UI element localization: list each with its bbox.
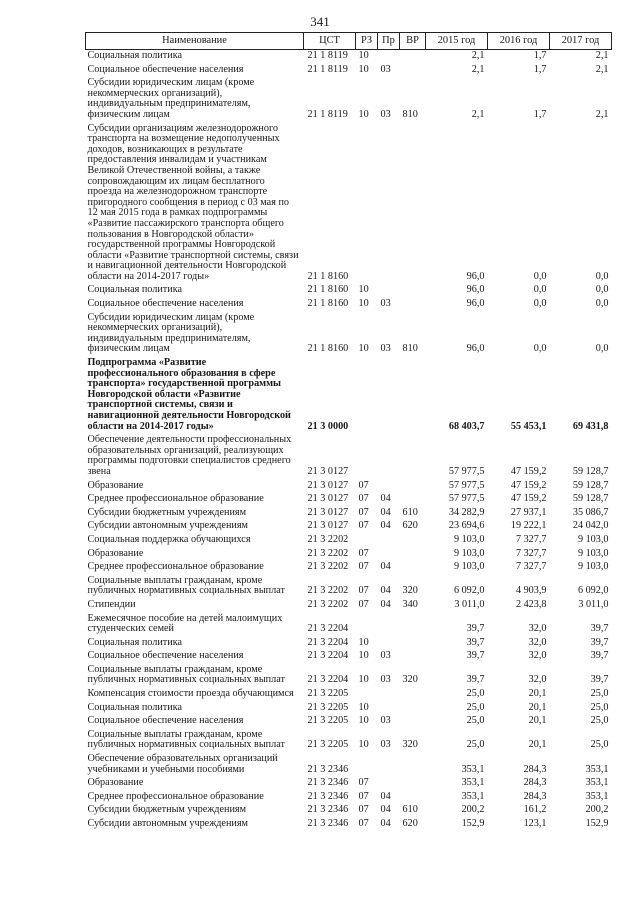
cell-2017: 25,0 <box>590 701 609 713</box>
table-row <box>86 561 612 575</box>
cell-vr <box>400 284 426 298</box>
header-pr: Пр <box>378 33 400 50</box>
cell-2015: 9 103,0 <box>453 561 485 573</box>
cell-cst: 21 3 2346 <box>307 790 349 802</box>
cell-2015: 152,9 <box>461 818 485 829</box>
cell-2017: 25,0 <box>590 739 609 751</box>
cell-2015: 2,1 <box>471 108 485 120</box>
table-row <box>86 312 612 357</box>
cell-vr <box>400 480 426 494</box>
cell-rz: 10 <box>358 715 369 727</box>
cell-2015: 3 011,0 <box>454 598 485 610</box>
cell-2016: 7 327,7 <box>515 547 547 559</box>
cell-vr <box>400 637 426 651</box>
cell-pr <box>378 637 400 651</box>
cell-2016: 32,0 <box>528 636 547 648</box>
cell-rz: 10 <box>358 108 369 120</box>
cell-2015: 57 977,5 <box>448 479 485 491</box>
cell-2015: 34 282,9 <box>448 506 485 518</box>
cell-2017: 0,0 <box>595 270 609 282</box>
cell-2015: 39,7 <box>466 674 485 686</box>
table-row <box>86 613 612 637</box>
header-2015: 2015 год <box>426 33 488 50</box>
cell-cst: 21 3 0127 <box>307 479 349 491</box>
table-body <box>86 50 612 832</box>
cell-name: Социальная политика <box>87 701 183 713</box>
cell-cst: 21 3 2204 <box>307 636 349 648</box>
cell-vr <box>400 298 426 312</box>
cell-pr <box>378 548 400 562</box>
cell-2016: 1,7 <box>533 50 547 61</box>
table-row <box>86 791 612 805</box>
cell-pr: 04 <box>380 493 391 505</box>
cell-pr: 04 <box>380 790 391 802</box>
cell-rz: 07 <box>358 598 369 610</box>
cell-pr: 04 <box>380 818 391 829</box>
cell-rz: 07 <box>358 479 369 491</box>
cell-2015: 6 092,0 <box>453 585 485 597</box>
cell-cst: 21 1 8160 <box>307 343 349 355</box>
cell-cst: 21 3 2202 <box>307 585 349 597</box>
cell-cst: 21 1 8119 <box>307 63 348 75</box>
cell-pr: 04 <box>380 598 391 610</box>
cell-2017: 6 092,0 <box>577 585 609 597</box>
cell-pr: 04 <box>380 506 391 518</box>
cell-2016: 32,0 <box>528 674 547 686</box>
table-row <box>86 715 612 729</box>
cell-pr: 04 <box>380 585 391 597</box>
cell-2016: 32,0 <box>528 623 547 635</box>
cell-name: Субсидии организациям железнодорожного транспорта на возмещение недополученных доходов, возникающих в результате предоставления инвалидам и участникам Великой Отечественной войны, а также сопровождающим их лицам бесплатного проезда на железнодорожном транспорте пригородного сообщения в период с 03 мая по 12 мая 2015 года в рамках подпрограммы «Развитие пассажирского транспорта общего пользования в Новгородской области» государственной программы Новгородской области «Развитие транспортной системы, связи и навигационной деятельности Новгородской области на 2014-2017 годы» <box>87 122 299 282</box>
table-row <box>86 729 612 753</box>
cell-2017: 39,7 <box>590 650 609 662</box>
cell-2016: 123,1 <box>523 818 547 829</box>
cell-vr: 340 <box>402 598 418 610</box>
cell-2017: 2,1 <box>595 63 609 75</box>
cell-2016: 284,3 <box>523 763 547 775</box>
cell-rz: 10 <box>358 701 369 713</box>
cell-vr: 620 <box>402 520 418 532</box>
cell-cst: 21 1 8160 <box>307 284 349 296</box>
cell-cst: 21 3 2205 <box>307 701 349 713</box>
cell-2017: 59 128,7 <box>572 465 609 477</box>
cell-2016: 47 159,2 <box>510 479 547 491</box>
cell-name: Среднее профессиональное образование <box>87 790 264 802</box>
cell-2015: 2,1 <box>471 50 485 61</box>
cell-2015: 96,0 <box>466 270 485 282</box>
cell-2015: 200,2 <box>461 804 485 816</box>
cell-2017: 0,0 <box>595 298 609 310</box>
header-name: Наименование <box>86 33 304 50</box>
cell-cst: 21 3 2204 <box>307 674 349 686</box>
cell-rz: 10 <box>358 63 369 75</box>
cell-rz <box>356 688 378 702</box>
cell-2017: 39,7 <box>590 623 609 635</box>
cell-rz: 07 <box>358 790 369 802</box>
cell-cst: 21 1 8160 <box>307 298 349 310</box>
cell-2017: 25,0 <box>590 688 609 700</box>
cell-rz <box>356 753 378 777</box>
cell-pr: 03 <box>380 715 391 727</box>
cell-2016: 0,0 <box>533 343 547 355</box>
cell-name: Подпрограмма «Развитие профессионального образования в сфере транспорта» государственной программы Новгородской области «Развитие транспортной системы, связи и навигационной деятельности Новгородской области на 2014-2017 годы» <box>87 357 291 432</box>
cell-cst: 21 3 2202 <box>307 533 349 545</box>
cell-rz <box>356 434 378 479</box>
cell-2016: 7 327,7 <box>515 561 547 573</box>
cell-cst: 21 3 2202 <box>307 561 349 573</box>
cell-name: Субсидии бюджетным учреждениям <box>87 804 247 816</box>
cell-cst: 21 3 0127 <box>307 465 349 477</box>
cell-2016: 1,7 <box>533 63 547 75</box>
cell-name: Образование <box>87 547 144 559</box>
cell-vr <box>400 702 426 716</box>
cell-rz: 07 <box>358 777 369 789</box>
table-row <box>86 650 612 664</box>
cell-vr: 320 <box>402 739 418 751</box>
cell-name: Социальная политика <box>87 50 183 61</box>
cell-cst: 21 1 8119 <box>307 50 348 61</box>
cell-2017: 2,1 <box>595 108 609 120</box>
cell-name: Среднее профессиональное образование <box>87 561 264 573</box>
table-row <box>86 534 612 548</box>
cell-name: Обеспечение деятельности профессиональных образовательных организаций, реализующих программы подготовки специалистов среднего звена <box>87 434 292 477</box>
cell-2017: 69 431,8 <box>572 420 609 432</box>
cell-2017: 59 128,7 <box>572 493 609 505</box>
cell-vr <box>400 791 426 805</box>
table-row <box>86 434 612 479</box>
cell-pr <box>378 357 400 434</box>
cell-vr <box>400 715 426 729</box>
cell-pr <box>378 613 400 637</box>
cell-2015: 25,0 <box>466 715 485 727</box>
cell-name: Социальное обеспечение населения <box>87 715 244 727</box>
cell-vr <box>400 561 426 575</box>
cell-2015: 23 694,6 <box>448 520 485 532</box>
cell-2017: 0,0 <box>595 343 609 355</box>
cell-2016: 19 222,1 <box>510 520 547 532</box>
cell-name: Субсидии автономным учреждениям <box>87 520 248 532</box>
cell-name: Социальные выплаты гражданам, кроме публичных нормативных социальных выплат <box>87 574 285 597</box>
header-rz: РЗ <box>356 33 378 50</box>
cell-2015: 353,1 <box>461 763 485 775</box>
cell-2015: 96,0 <box>466 343 485 355</box>
cell-pr <box>378 284 400 298</box>
cell-vr: 810 <box>402 108 418 120</box>
cell-2016: 0,0 <box>533 270 547 282</box>
cell-name: Компенсация стоимости проезда обучающимся <box>87 688 294 700</box>
cell-2015: 9 103,0 <box>453 547 485 559</box>
cell-rz: 10 <box>358 650 369 662</box>
cell-2016: 55 453,1 <box>510 420 547 432</box>
cell-2016: 27 937,1 <box>510 506 547 518</box>
cell-cst: 21 3 0127 <box>307 493 349 505</box>
cell-cst: 21 1 8119 <box>307 108 348 120</box>
cell-2015: 96,0 <box>466 284 485 296</box>
table-row <box>86 599 612 613</box>
cell-vr: 320 <box>402 674 418 686</box>
cell-pr <box>378 753 400 777</box>
cell-rz: 07 <box>358 561 369 573</box>
cell-vr <box>400 753 426 777</box>
cell-cst: 21 3 2346 <box>307 763 349 775</box>
table-row <box>86 753 612 777</box>
table-row <box>86 357 612 434</box>
cell-rz: 07 <box>358 804 369 816</box>
cell-rz <box>356 534 378 548</box>
cell-2015: 25,0 <box>466 739 485 751</box>
cell-vr <box>400 357 426 434</box>
header-2017: 2017 год <box>550 33 612 50</box>
cell-vr <box>400 493 426 507</box>
table-row <box>86 284 612 298</box>
table-header <box>86 33 612 50</box>
cell-2016: 161,2 <box>523 804 547 816</box>
cell-vr <box>400 123 426 285</box>
cell-name: Субсидии автономным учреждениям <box>87 818 248 829</box>
cell-vr: 320 <box>402 585 418 597</box>
cell-2015: 25,0 <box>466 688 485 700</box>
cell-2016: 2 423,8 <box>515 598 547 610</box>
cell-2016: 20,1 <box>528 701 547 713</box>
cell-2016: 7 327,7 <box>515 533 547 545</box>
cell-rz: 07 <box>358 585 369 597</box>
cell-cst: 21 3 0000 <box>307 420 349 432</box>
cell-rz <box>356 123 378 285</box>
cell-vr <box>400 50 426 64</box>
cell-name: Субсидии бюджетным учреждениям <box>87 506 247 518</box>
cell-pr: 03 <box>380 674 391 686</box>
cell-rz: 10 <box>358 674 369 686</box>
cell-cst: 21 3 2202 <box>307 547 349 559</box>
cell-cst: 21 3 2346 <box>307 777 349 789</box>
cell-name: Социальная поддержка обучающихся <box>87 533 251 545</box>
cell-rz: 07 <box>358 818 369 829</box>
table-row <box>86 480 612 494</box>
cell-cst: 21 3 0127 <box>307 520 349 532</box>
cell-cst: 21 3 2205 <box>307 715 349 727</box>
cell-cst: 21 3 2204 <box>307 623 349 635</box>
cell-2017: 9 103,0 <box>577 561 609 573</box>
cell-2015: 96,0 <box>466 298 485 310</box>
cell-2015: 39,7 <box>466 623 485 635</box>
cell-pr: 04 <box>380 804 391 816</box>
cell-2017: 25,0 <box>590 715 609 727</box>
cell-2016: 20,1 <box>528 688 547 700</box>
cell-2015: 25,0 <box>466 701 485 713</box>
table-row <box>86 507 612 521</box>
cell-2017: 9 103,0 <box>577 533 609 545</box>
cell-name: Стипендии <box>87 598 136 610</box>
cell-2017: 353,1 <box>585 790 609 802</box>
cell-vr: 610 <box>402 804 418 816</box>
cell-2015: 68 403,7 <box>448 420 485 432</box>
cell-pr: 03 <box>380 650 391 662</box>
cell-pr: 03 <box>380 108 391 120</box>
cell-2017: 35 086,7 <box>572 506 609 518</box>
page-number: 341 <box>310 14 330 29</box>
table-row <box>86 777 612 791</box>
table-row <box>86 548 612 562</box>
cell-name: Социальная политика <box>87 284 183 296</box>
cell-2016: 47 159,2 <box>510 465 547 477</box>
cell-rz: 10 <box>358 284 369 296</box>
cell-cst: 21 3 2202 <box>307 598 349 610</box>
cell-rz <box>356 613 378 637</box>
table-row <box>86 493 612 507</box>
table-row <box>86 702 612 716</box>
cell-2017: 39,7 <box>590 674 609 686</box>
budget-table <box>85 32 612 832</box>
cell-vr <box>400 650 426 664</box>
cell-pr <box>378 50 400 64</box>
cell-rz <box>356 357 378 434</box>
cell-cst: 21 3 2204 <box>307 650 349 662</box>
cell-name: Субсидии юридическим лицам (кроме некоммерческих организаций), индивидуальным предпринимателям, физическим лицам <box>87 77 255 120</box>
cell-2015: 9 103,0 <box>453 533 485 545</box>
cell-2016: 4 903,9 <box>515 585 547 597</box>
header-cst: ЦСТ <box>304 33 356 50</box>
cell-name: Среднее профессиональное образование <box>87 493 264 505</box>
cell-2015: 57 977,5 <box>448 493 485 505</box>
cell-name: Субсидии юридическим лицам (кроме некоммерческих организаций), индивидуальным предпринимателям, физическим лицам <box>87 311 255 355</box>
cell-rz: 07 <box>358 520 369 532</box>
cell-2017: 152,9 <box>585 818 609 829</box>
table-row <box>86 637 612 651</box>
cell-cst: 21 3 0127 <box>307 506 349 518</box>
cell-vr: 620 <box>402 818 418 829</box>
cell-pr <box>378 534 400 548</box>
cell-rz: 10 <box>358 298 369 310</box>
cell-2016: 0,0 <box>533 284 547 296</box>
table-row <box>86 298 612 312</box>
cell-pr: 03 <box>380 63 391 75</box>
cell-rz: 10 <box>358 739 369 751</box>
cell-pr: 03 <box>380 343 391 355</box>
cell-rz: 10 <box>358 343 369 355</box>
cell-pr <box>378 123 400 285</box>
cell-2017: 59 128,7 <box>572 479 609 491</box>
cell-name: Социальная политика <box>87 636 183 648</box>
cell-2015: 2,1 <box>471 63 485 75</box>
cell-2016: 20,1 <box>528 739 547 751</box>
cell-vr: 810 <box>402 343 418 355</box>
table-row <box>86 664 612 688</box>
cell-2016: 47 159,2 <box>510 493 547 505</box>
cell-rz: 07 <box>358 547 369 559</box>
cell-2016: 284,3 <box>523 790 547 802</box>
cell-rz: 10 <box>358 50 369 61</box>
cell-name: Образование <box>87 479 144 491</box>
cell-pr <box>378 434 400 479</box>
cell-vr <box>400 613 426 637</box>
table-row <box>86 64 612 78</box>
cell-rz: 10 <box>358 636 369 648</box>
cell-name: Обеспечение образовательных организаций учебниками и учебными пособиями <box>87 753 278 775</box>
header-vr: ВР <box>400 33 426 50</box>
cell-vr <box>400 534 426 548</box>
header-2016: 2016 год <box>488 33 550 50</box>
cell-vr <box>400 688 426 702</box>
cell-2015: 39,7 <box>466 636 485 648</box>
cell-vr: 610 <box>402 506 418 518</box>
cell-cst: 21 1 8160 <box>307 270 349 282</box>
table-row <box>86 688 612 702</box>
table-row <box>86 77 612 122</box>
cell-2017: 9 103,0 <box>577 547 609 559</box>
cell-2015: 57 977,5 <box>448 465 485 477</box>
cell-2016: 32,0 <box>528 650 547 662</box>
cell-rz: 07 <box>358 493 369 505</box>
cell-rz: 07 <box>358 506 369 518</box>
cell-2015: 353,1 <box>461 790 485 802</box>
cell-2017: 3 011,0 <box>578 598 609 610</box>
cell-2015: 39,7 <box>466 650 485 662</box>
cell-pr: 03 <box>380 739 391 751</box>
cell-2017: 353,1 <box>585 777 609 789</box>
cell-2017: 39,7 <box>590 636 609 648</box>
cell-name: Социальное обеспечение населения <box>87 298 244 310</box>
cell-2017: 2,1 <box>595 50 609 61</box>
cell-name: Социальное обеспечение населения <box>87 650 244 662</box>
cell-name: Образование <box>87 777 144 789</box>
table-row <box>86 123 612 285</box>
cell-2017: 0,0 <box>595 284 609 296</box>
cell-2017: 24 042,0 <box>572 520 609 532</box>
cell-vr <box>400 434 426 479</box>
cell-name: Социальные выплаты гражданам, кроме публичных нормативных социальных выплат <box>87 663 285 686</box>
cell-2015: 353,1 <box>461 777 485 789</box>
cell-vr <box>400 64 426 78</box>
cell-pr <box>378 480 400 494</box>
cell-pr <box>378 688 400 702</box>
cell-2017: 353,1 <box>585 763 609 775</box>
cell-cst: 21 3 2346 <box>307 818 349 829</box>
table-row <box>86 520 612 534</box>
cell-2016: 1,7 <box>533 108 547 120</box>
cell-name: Социальные выплаты гражданам, кроме публичных нормативных социальных выплат <box>87 728 285 751</box>
cell-pr <box>378 702 400 716</box>
table-row <box>86 804 612 818</box>
cell-vr <box>400 777 426 791</box>
cell-pr: 04 <box>380 520 391 532</box>
cell-pr: 03 <box>380 298 391 310</box>
cell-cst: 21 3 2346 <box>307 804 349 816</box>
cell-2016: 284,3 <box>523 777 547 789</box>
cell-name: Социальное обеспечение населения <box>87 63 244 75</box>
table-row <box>86 575 612 599</box>
table-row <box>86 818 612 832</box>
cell-2016: 0,0 <box>533 298 547 310</box>
cell-2017: 200,2 <box>585 804 609 816</box>
cell-cst: 21 3 2205 <box>307 739 349 751</box>
cell-pr: 04 <box>380 561 391 573</box>
cell-name: Ежемесячное пособие на детей малоимущих студенческих семей <box>87 612 283 635</box>
cell-vr <box>400 548 426 562</box>
cell-pr <box>378 777 400 791</box>
cell-2016: 20,1 <box>528 715 547 727</box>
table-row <box>86 50 612 64</box>
cell-cst: 21 3 2205 <box>307 688 349 700</box>
